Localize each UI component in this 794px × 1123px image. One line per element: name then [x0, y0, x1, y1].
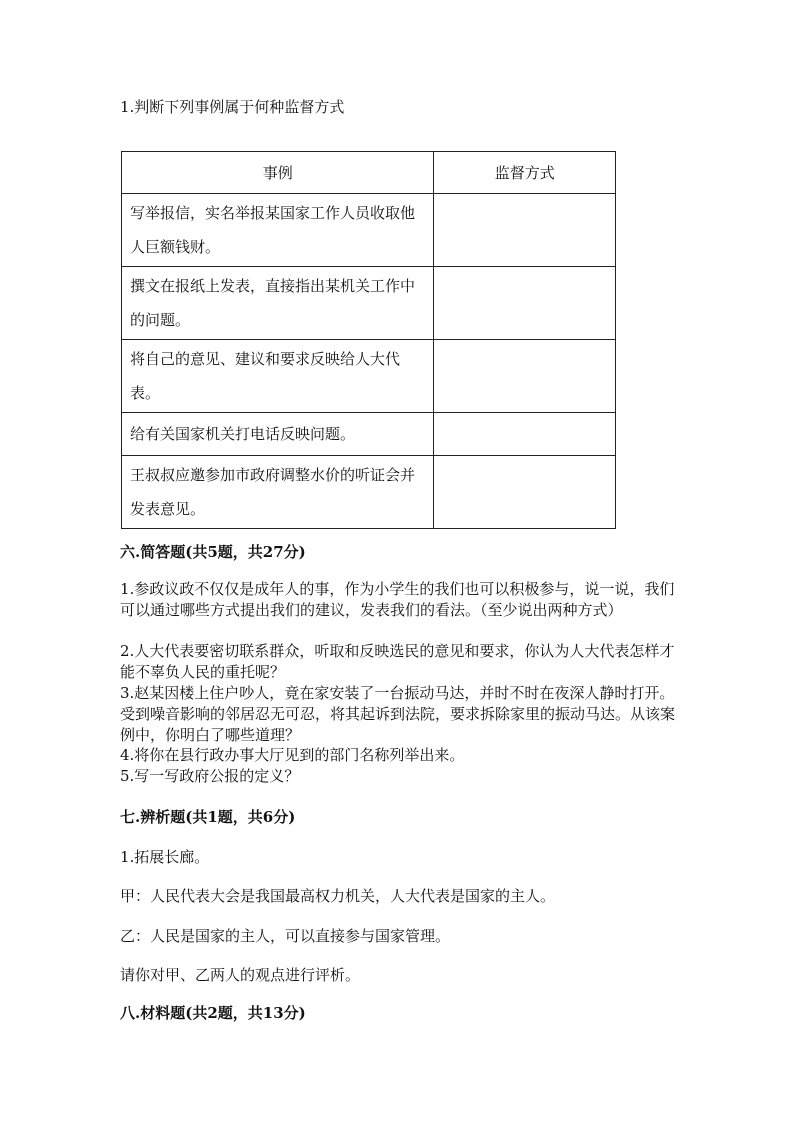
- question-5: 5.写一写政府公报的定义？: [120, 767, 300, 785]
- section-title-short-answer: 六.简答题(共5题，共27分): [120, 543, 306, 561]
- table-row: [122, 413, 616, 456]
- section-title-analysis: 七.辨析题(共1题，共6分): [120, 808, 296, 826]
- answer-cell[interactable]: [434, 456, 616, 529]
- case-cell: 王叔叔应邀参加市政府调整水价的听证会并发表意见。: [122, 456, 434, 529]
- table-header-row: [122, 152, 616, 194]
- answer-cell[interactable]: [434, 267, 616, 340]
- section-title-material: 八.材料题(共2题，共13分): [120, 1004, 306, 1022]
- statement-yi: 乙：人民是国家的主人，可以直接参与国家管理。: [120, 927, 451, 945]
- question-2: 2.人大代表要密切联系群众，听取和反映选民的意见和要求，你认为人大代表怎样才能不辜负人民的重托呢？: [120, 642, 675, 681]
- analysis-item: 1.拓展长廊。: [120, 848, 210, 866]
- case-cell: 撰文在报纸上发表，直接指出某机关工作中的问题。: [122, 267, 434, 340]
- header-case: 事例: [122, 152, 434, 194]
- statement-jia: 甲：人民代表大会是我国最高权力机关，人大代表是国家的主人。: [120, 887, 556, 905]
- answer-cell[interactable]: [434, 340, 616, 413]
- case-cell: 写举报信，实名举报某国家工作人员收取他人巨额钱财。: [122, 194, 434, 267]
- table-row: [122, 340, 616, 413]
- question-4: 4.将你在县行政办事大厅见到的部门名称列举出来。: [120, 746, 465, 764]
- table-row: [122, 267, 616, 340]
- table-row: [122, 194, 616, 267]
- answer-cell[interactable]: [434, 413, 616, 456]
- supervision-table: [121, 151, 616, 529]
- answer-cell[interactable]: [434, 194, 616, 267]
- question-3: 3.赵某因楼上住户吵人，竟在家安装了一台振动马达，并时不时在夜深人静时打开。受到噪音影响的邻居忍无可忍，将其起诉到法院，要求拆除家里的振动马达。从该案例中，你明白了哪些道理？: [120, 684, 676, 744]
- question-intro: 1.判断下列事例属于何种监督方式: [120, 98, 345, 116]
- analysis-prompt: 请你对甲、乙两人的观点进行评析。: [120, 966, 361, 984]
- case-cell: 将自己的意见、建议和要求反映给人大代表。: [122, 340, 434, 413]
- case-cell: 给有关国家机关打电话反映问题。: [122, 413, 434, 456]
- question-1: 1.参政议政不仅仅是成年人的事，作为小学生的我们也可以积极参与，说一说，我们可以通过哪些方式提出我们的建议，发表我们的看法。（至少说出两种方式）: [120, 580, 675, 619]
- header-method: 监督方式: [434, 152, 616, 194]
- table-row: [122, 456, 616, 529]
